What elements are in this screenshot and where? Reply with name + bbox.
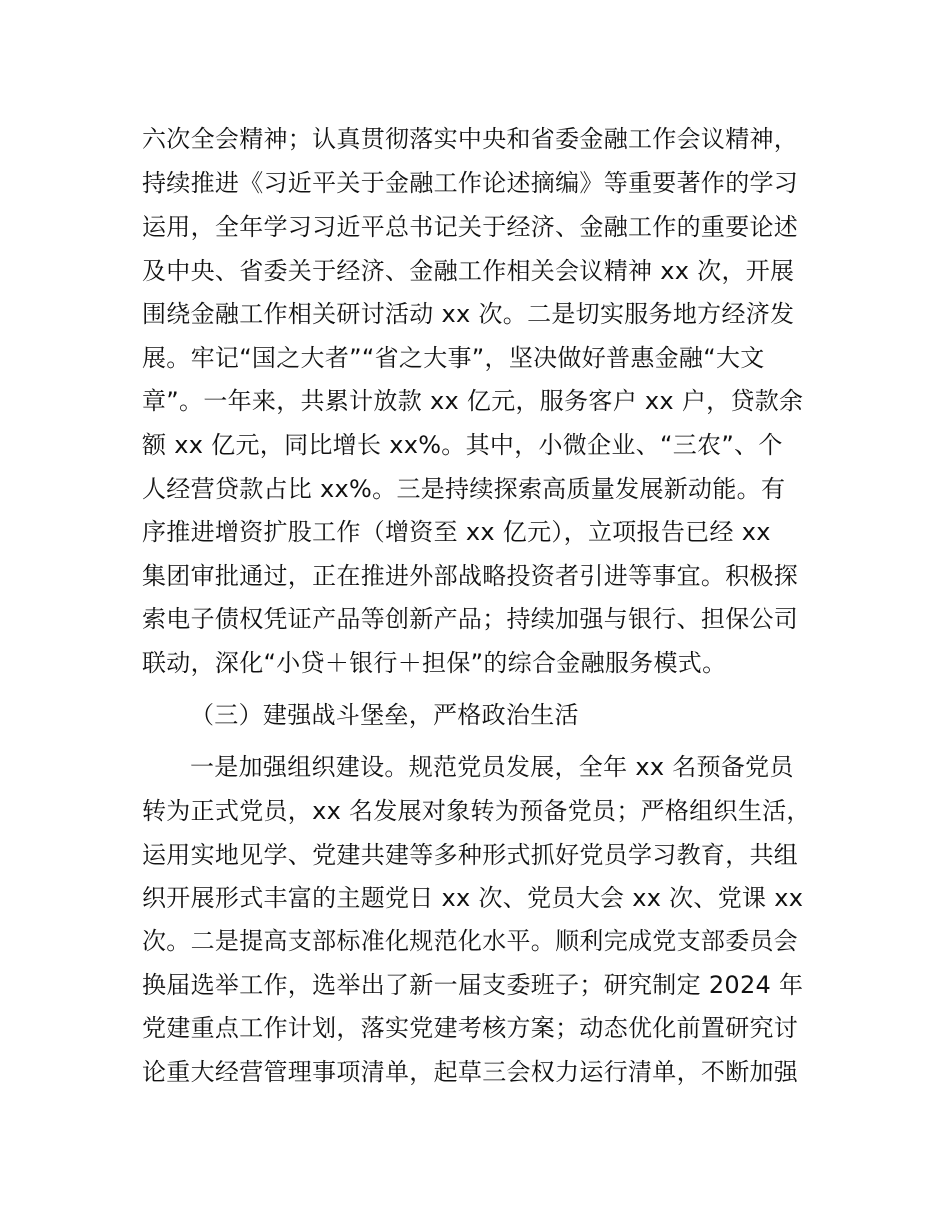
body-line: 持续推进《习近平关于金融工作论述摘编》等重要著作的学习 [142,169,799,197]
body-line: 论重大经营管理事项清单，起草三会权力运行清单，不断加强 [142,1058,799,1086]
body-line: 运用实地见学、党建共建等多种形式抓好党员学习教育，共组 [142,841,799,869]
body-line: 序推进增资扩股工作（增资至 xx 亿元），立项报告已经 xx [142,518,771,546]
body-line: 及中央、省委关于经济、金融工作相关会议精神 xx 次，开展 [142,257,795,285]
body-line: 党建重点工作计划，落实党建考核方案；动态优化前置研究讨 [142,1014,799,1042]
body-line: 换届选举工作，选举出了新一届支委班子；研究制定 2024 年 [142,971,804,999]
body-line: 织开展形式丰富的主题党日 xx 次、党员大会 xx 次、党课 xx [142,884,804,912]
body-line: 转为正式党员，xx 名发展对象转为预备党员；严格组织生活， [142,797,811,825]
body-line: 联动，深化“小贷＋银行＋担保”的综合金融服务模式。 [142,649,727,677]
body-line: 额 xx 亿元，同比增长 xx%。其中，小微企业、“三农”、个 [142,431,783,459]
body-line: 围绕金融工作相关研讨活动 xx 次。二是切实服务地方经济发 [142,300,795,328]
body-line: 集团审批通过，正在推进外部战略投资者引进等事宜。积极探 [142,562,799,590]
body-line: 运用，全年学习习近平总书记关于经济、金融工作的重要论述 [142,213,799,241]
body-line: 章”。一年来，共累计放款 xx 亿元，服务客户 xx 户，贷款余 [142,387,804,415]
section-heading: （三）建强战斗堡垒，严格政治生活 [190,701,579,729]
body-line: 索电子债权凭证产品等创新产品；持续加强与银行、担保公司 [142,605,799,633]
body-line: 展。牢记“国之大者”“省之大事”，坚决做好普惠金融“大文 [142,344,765,372]
body-line: 次。二是提高支部标准化规范化水平。顺利完成党支部委员会 [142,927,799,955]
body-line: 人经营贷款占比 xx%。三是持续探索高质量发展新动能。有 [142,475,786,503]
paragraph-first-line: 一是加强组织建设。规范党员发展，全年 xx 名预备党员 [190,753,794,781]
body-line: 六次全会精神；认真贯彻落实中央和省委金融工作会议精神， [142,125,799,153]
